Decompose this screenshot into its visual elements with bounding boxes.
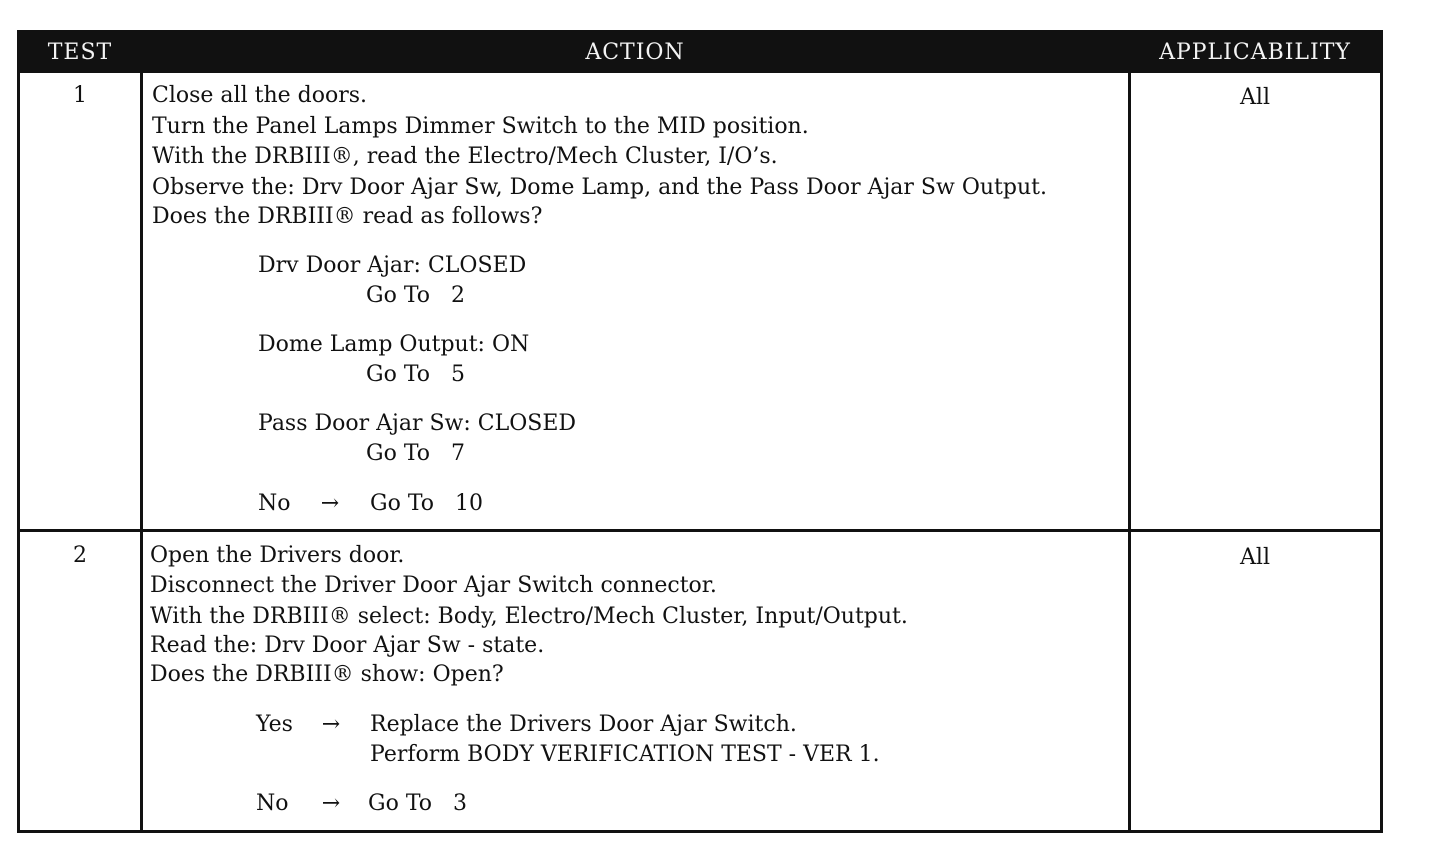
column-divider-applicability xyxy=(1128,73,1131,830)
action-line: Turn the Panel Lamps Dimmer Switch to the MID position. xyxy=(152,114,809,139)
action-line: Does the DRBIII® read as follows? xyxy=(152,204,543,229)
header-action: ACTION xyxy=(585,40,685,65)
option-label: Pass Door Ajar Sw: CLOSED xyxy=(258,411,577,436)
header-applicability: APPLICABILITY xyxy=(1159,40,1351,65)
arrow-icon: → xyxy=(321,791,341,816)
arrow-icon: → xyxy=(321,712,341,737)
no-result: Go To 10 xyxy=(370,491,483,516)
option-label: Dome Lamp Output: ON xyxy=(258,332,530,357)
header-test: TEST xyxy=(47,40,113,65)
option-goto: Go To 5 xyxy=(366,362,465,387)
action-line: Disconnect the Driver Door Ajar Switch connector. xyxy=(150,573,717,598)
option-label: Drv Door Ajar: CLOSED xyxy=(258,253,527,278)
action-line: Open the Drivers door. xyxy=(150,543,405,568)
action-line: With the DRBIII®, read the Electro/Mech Cluster, I/O’s. xyxy=(152,144,778,169)
column-divider-test xyxy=(140,73,143,830)
test-number: 1 xyxy=(73,83,87,108)
yes-result: Perform BODY VERIFICATION TEST - VER 1. xyxy=(370,742,880,767)
no-label: No xyxy=(256,791,289,816)
row-divider xyxy=(20,529,1380,532)
action-line: Close all the doors. xyxy=(152,83,367,108)
yes-label: Yes xyxy=(256,712,293,737)
arrow-icon: → xyxy=(320,491,340,516)
table-header xyxy=(20,33,1380,73)
option-goto: Go To 2 xyxy=(366,283,465,308)
action-line: Read the: Drv Door Ajar Sw - state. xyxy=(150,633,545,658)
test-number: 2 xyxy=(73,543,87,568)
option-goto: Go To 7 xyxy=(366,441,465,466)
action-line: With the DRBIII® select: Body, Electro/Mech Cluster, Input/Output. xyxy=(150,604,908,629)
applicability-value: All xyxy=(1240,545,1270,570)
yes-result: Replace the Drivers Door Ajar Switch. xyxy=(370,712,797,737)
no-label: No xyxy=(258,491,291,516)
no-result: Go To 3 xyxy=(368,791,467,816)
action-line: Observe the: Drv Door Ajar Sw, Dome Lamp, and the Pass Door Ajar Sw Output. xyxy=(152,175,1047,200)
applicability-value: All xyxy=(1240,85,1270,110)
diagnostic-table xyxy=(17,30,1383,833)
action-line: Does the DRBIII® show: Open? xyxy=(150,662,504,687)
